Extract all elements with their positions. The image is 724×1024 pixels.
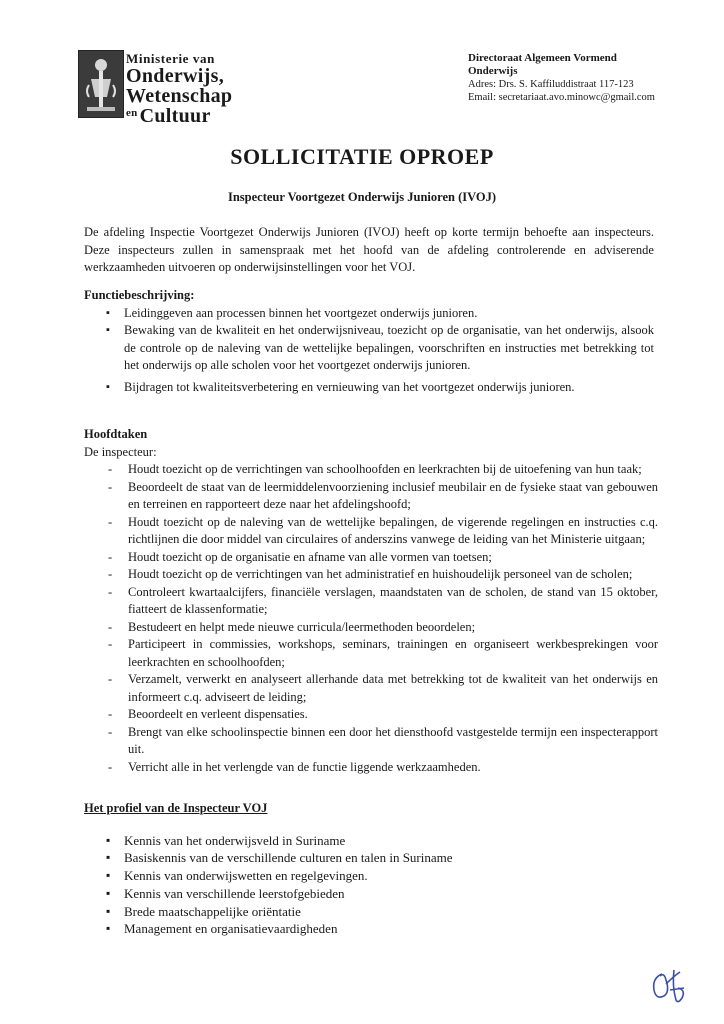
list-item: - Houdt toezicht op de verrichtingen van schoolhoofden en leerkrachten bij de uitoefening van hun taak; (84, 461, 658, 479)
directorate-email: Email: secretariaat.avo.minowc@gmail.com (468, 92, 655, 103)
list-item: ▪ Kennis van het onderwijsveld in Suriname (84, 832, 664, 850)
list-item: ▪ Kennis van onderwijswetten en regelgevingen. (84, 867, 664, 885)
list-item: ▪ Leidinggeven aan processen binnen het voortgezet onderwijs junioren. (84, 305, 654, 323)
intro-paragraph: De afdeling Inspectie Voortgezet Onderwijs Junioren (IVOJ) heeft op korte termijn behoefte aan inspecteurs. Deze inspecteurs zullen in samenspraak met het hoofd van de afdeling controlerende en adviserende werkzaamheden uitvoeren op onderwijsinstellingen voor het VOJ. (84, 225, 654, 274)
list-item: - Bestudeert en helpt mede nieuwe curricula/leermethoden beoordelen; (84, 619, 658, 637)
ministry-emblem-icon (78, 50, 124, 118)
hoofdtaken-lead: De inspecteur: (84, 444, 157, 459)
list-item: ▪ Bijdragen tot kwaliteitsverbetering en vernieuwing van het voortgezet onderwijs junioren. (84, 379, 654, 397)
list-item: ▪ Management en organisatievaardigheden (84, 920, 664, 938)
directorate-name-line2: Onderwijs (468, 65, 518, 77)
list-item: ▪ Brede maatschappelijke oriëntatie (84, 903, 664, 921)
ministry-line-4: Cultuur (139, 105, 211, 127)
functiebeschrijving-section (84, 287, 664, 396)
handwritten-initials-icon (648, 966, 692, 1006)
ministry-line-2: Onderwijs, (126, 65, 224, 87)
functiebeschrijving-heading: Functiebeschrijving: (84, 288, 195, 302)
ministry-logo (78, 50, 288, 127)
list-item: - Houdt toezicht op de verrichtingen van het administratief en huishoudelijk personeel van de scholen; (84, 566, 658, 584)
page-subtitle: Inspecteur Voortgezet Onderwijs Junioren (IVOJ) (227, 190, 497, 204)
list-item: - Verzamelt, verwerkt en analyseert allerhande data met betrekking tot de kwaliteit van het onderwijs en informeert c.q. adviseert de leiding; (84, 671, 658, 706)
list-item: ▪ Basiskennis van de verschillende culturen en talen in Suriname (84, 849, 664, 867)
directorate-name-line1: Directoraat Algemeen Vormend (468, 52, 617, 64)
list-item: - Participeert in commissies, workshops, seminars, trainingen en organiseert werkbesprekingen voor leerkrachten en schoolhoofden; (84, 636, 658, 671)
ministry-line-1: Ministerie van (126, 51, 215, 66)
list-item: - Houdt toezicht op de naleving van de wettelijke bepalingen, de vigerende regelingen en instructies c.q. richtlijnen die door middel van circulaires of anderszins vanwege de leiding van het Ministerie uitgaan; (84, 514, 658, 549)
directorate-address: Adres: Drs. S. Kaffiluddistraat 117-123 (468, 79, 634, 90)
profiel-section (84, 800, 664, 938)
list-item: - Brengt van elke schoolinspectie binnen een door het diensthoofd vastgestelde termijn een inspecterapport uit. (84, 724, 658, 759)
page-title: SOLLICITATIE OPROEP (230, 144, 494, 169)
list-item: - Verricht alle in het verlengde van de functie liggende werkzaamheden. (84, 759, 658, 777)
hoofdtaken-section (84, 426, 664, 776)
list-item: - Houdt toezicht op de organisatie en afname van alle vormen van toetsen; (84, 549, 658, 567)
list-item: ▪ Bewaking van de kwaliteit en het onderwijsniveau, toezicht op de organisatie, van het onderwijs, alsook de controle op de naleving van de wettelijke bepalingen, voorschriften en instructies met betrekking tot het onderwijs op alle scholen voor het voortgezet onderwijs junioren. (84, 322, 654, 375)
list-item: ▪ Kennis van verschillende leerstofgebieden (84, 885, 664, 903)
list-item: - Controleert kwartaalcijfers, financiële verslagen, maandstaten van de scholen, de stand van 15 oktober, fiatteert de klassenformatie; (84, 584, 658, 619)
directorate-info (468, 52, 698, 104)
hoofdtaken-heading: Hoofdtaken (84, 427, 148, 441)
profiel-heading: Het profiel van de Inspecteur VOJ (84, 801, 268, 815)
ministry-line-3: Wetenschap (126, 85, 233, 107)
ministry-line-4-en: en (126, 107, 138, 119)
list-item: - Beoordeelt en verleent dispensaties. (84, 706, 658, 724)
list-item: - Beoordeelt de staat van de leermiddelenvoorziening inclusief meubilair en de fysieke staat van gebouwen en terreinen en rapporteert deze naar het afdelingshoofd; (84, 479, 658, 514)
